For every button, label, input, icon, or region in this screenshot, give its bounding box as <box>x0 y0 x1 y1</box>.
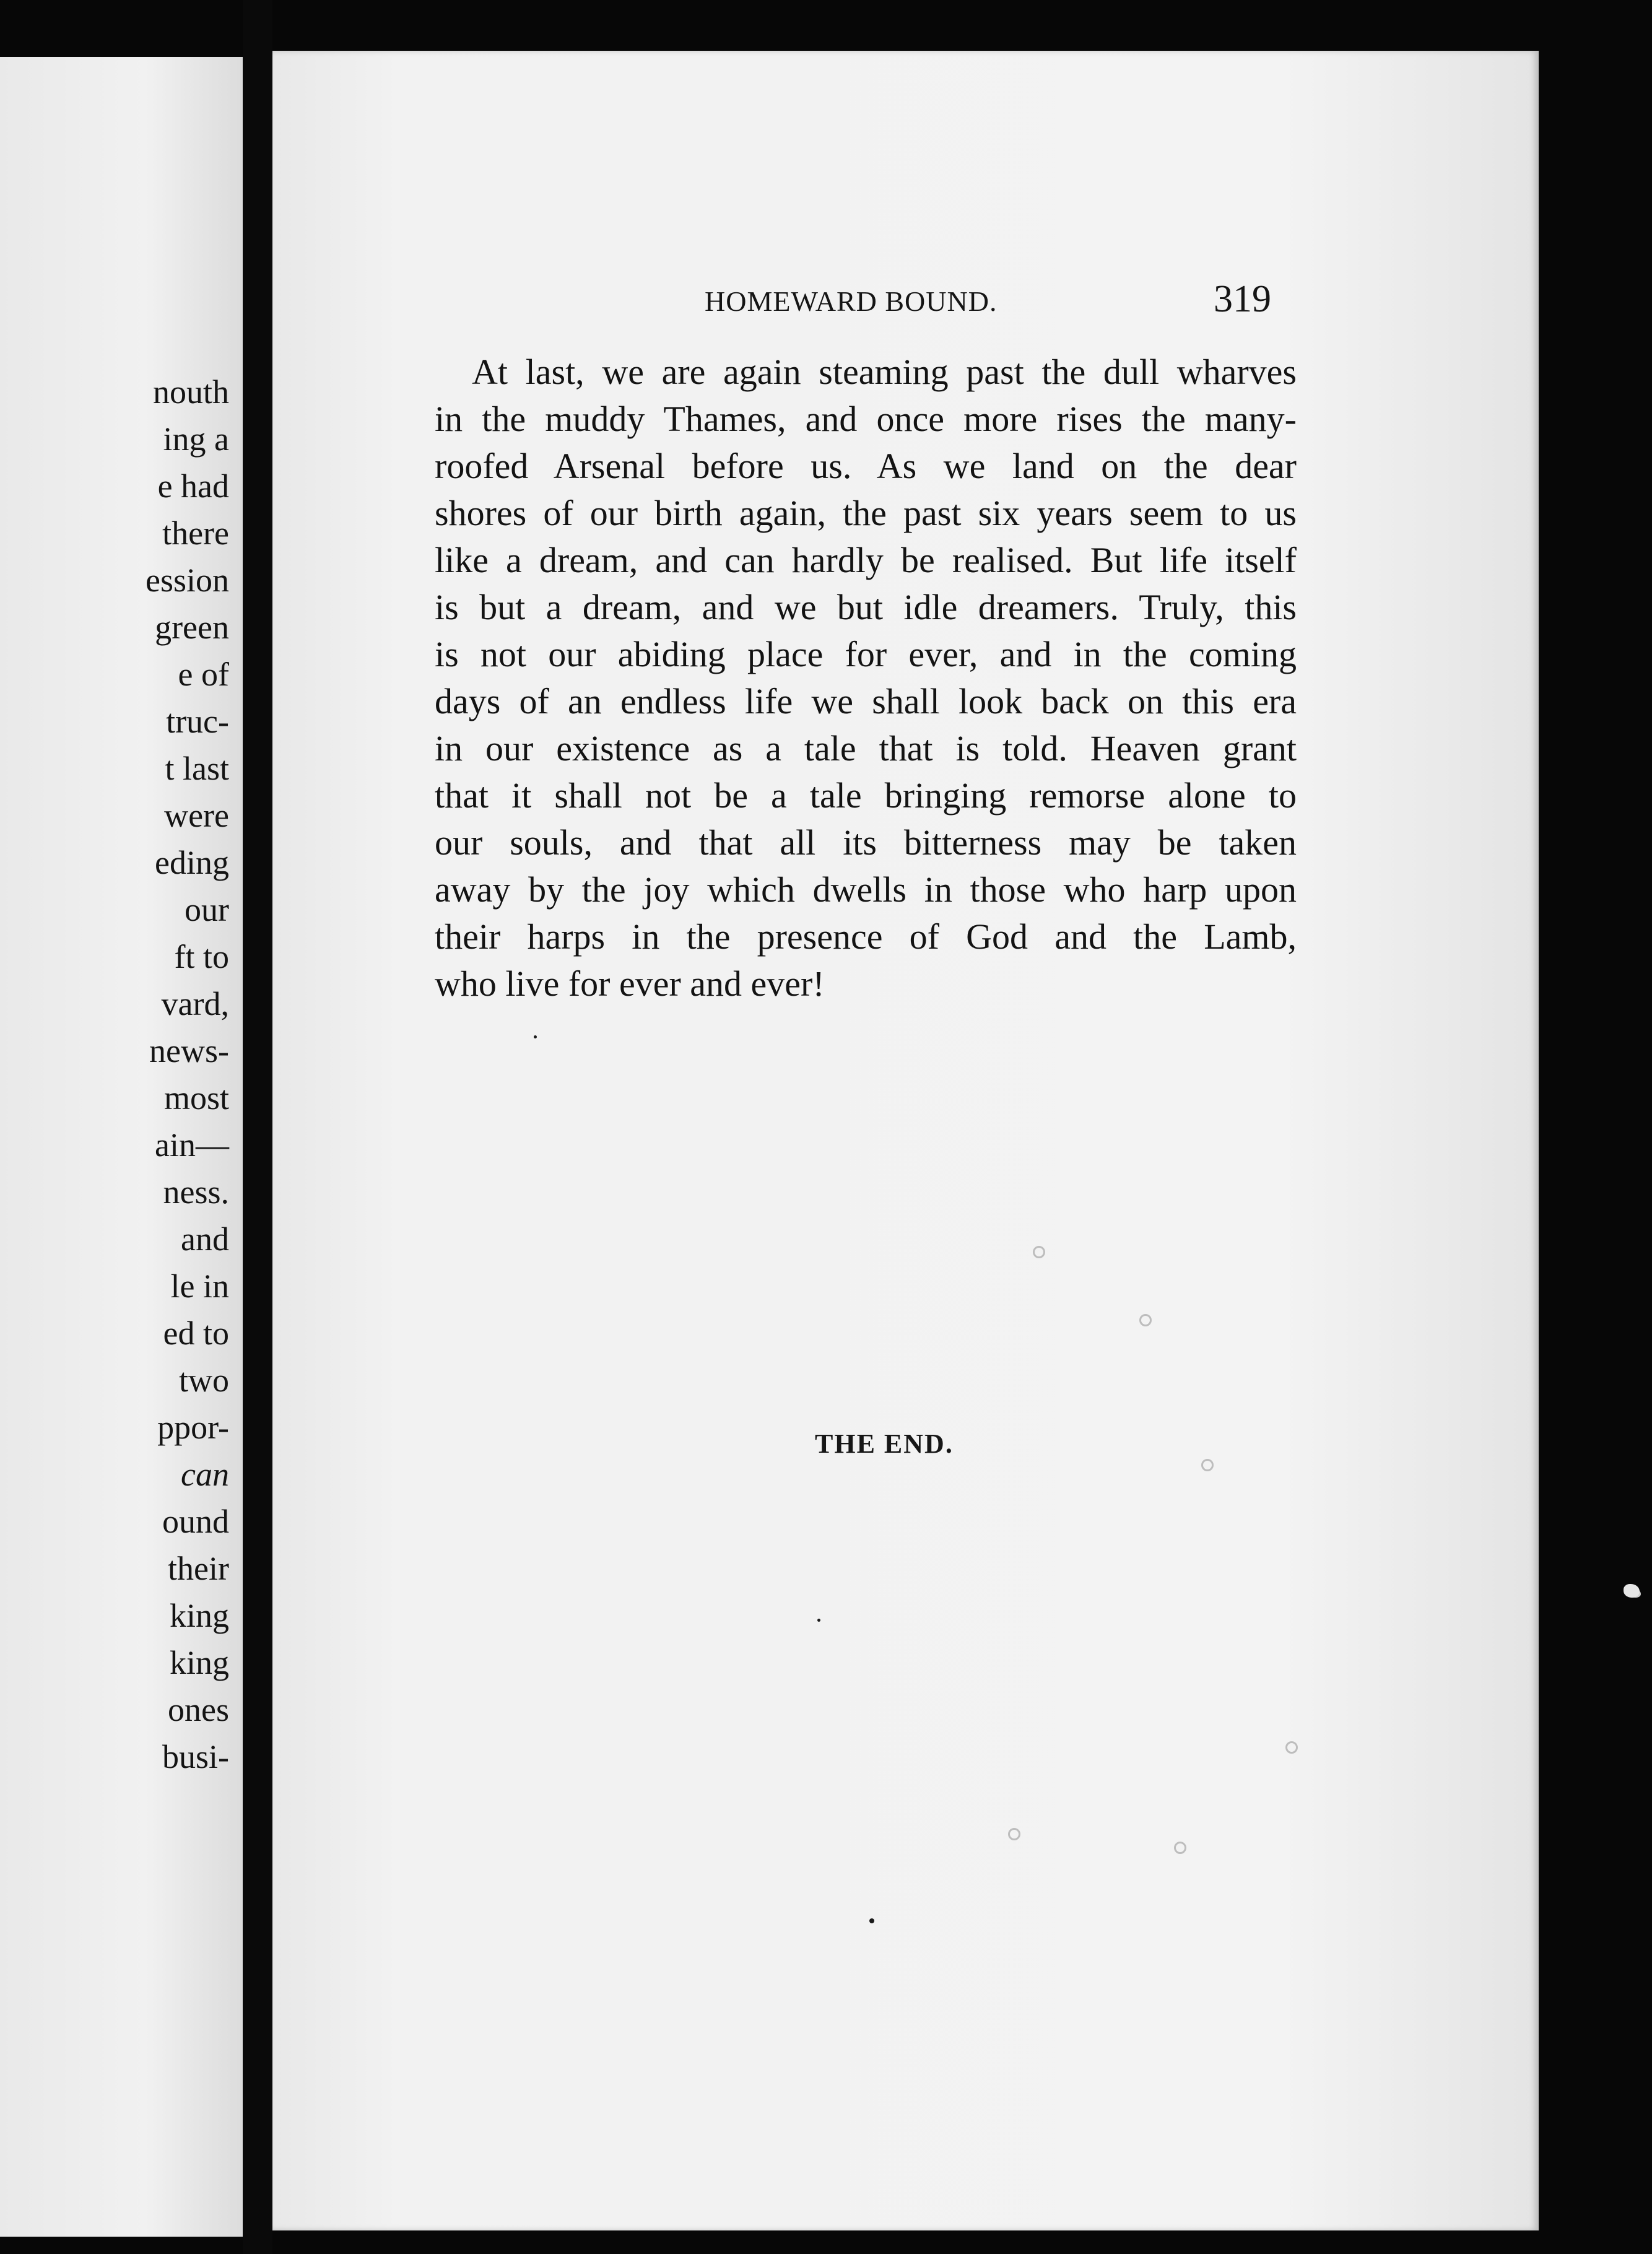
page-edge-mark <box>1624 1584 1640 1598</box>
fragment-line: there <box>162 515 229 552</box>
paragraph-line: At last, we are again steaming past the dull wharves <box>472 352 1297 392</box>
running-head: HOMEWARD BOUND. <box>705 285 998 317</box>
paper-speck <box>1033 1246 1045 1258</box>
fragment-line: le in <box>170 1268 229 1305</box>
paragraph-line: that it shall not be a tale bringing remorse alone to <box>435 775 1297 816</box>
paragraph-line: their harps in the presence of God and the Lamb, <box>435 916 1297 957</box>
fragment-line: ness. <box>163 1173 229 1211</box>
fragment-line: ing a <box>163 420 229 458</box>
fragment-line: king <box>169 1644 229 1681</box>
paragraph-line: is but a dream, and we but idle dreamers. Truly, this <box>435 587 1297 627</box>
fragment-line: our <box>185 891 229 928</box>
fragment-line: nouth <box>152 373 229 411</box>
fragment-line: were <box>164 797 229 834</box>
paragraph-line: is not our abiding place for ever, and in the coming <box>435 634 1297 674</box>
paper-speck <box>1201 1459 1214 1471</box>
fragment-line: e had <box>157 468 229 505</box>
fragment-line: ones <box>168 1691 229 1728</box>
fragment-line: truc- <box>166 703 229 740</box>
paragraph-line: in our existence as a tale that is told. Heaven grant <box>435 728 1297 768</box>
previous-page-fragment <box>0 57 243 2237</box>
paragraph-line: like a dream, and can hardly be realised. But life itself <box>435 540 1297 580</box>
fragment-line: most <box>163 1079 229 1116</box>
fragment-line: ain— <box>155 1126 229 1164</box>
paper-speck <box>1174 1842 1186 1854</box>
the-end-heading: THE END. <box>815 1429 954 1459</box>
paragraph-line: roofed Arsenal before us. As we land on the dear <box>435 446 1297 486</box>
paragraph-line: days of an endless life we shall look back on this era <box>435 681 1297 721</box>
paragraph-line: away by the joy which dwells in those who harp upon <box>435 869 1297 910</box>
paper-speck <box>1139 1314 1152 1326</box>
fragment-line: can <box>181 1456 229 1493</box>
ink-dot <box>869 1918 874 1923</box>
fragment-line: t last <box>165 750 229 787</box>
fragment-line: king <box>169 1597 229 1634</box>
ink-dot <box>534 1035 537 1038</box>
fragment-line: e of <box>178 656 229 693</box>
paragraph-line: in the muddy Thames, and once more rises the many- <box>435 399 1297 439</box>
fragment-line: busi- <box>162 1738 229 1775</box>
fragment-line: green <box>155 609 229 646</box>
book-gutter <box>243 0 272 2254</box>
paragraph-line: our souls, and that all its bitterness may be taken <box>435 822 1297 863</box>
paper-speck <box>1008 1828 1020 1840</box>
fragment-line: vard, <box>161 985 229 1022</box>
paragraph-line: who live for ever and ever! <box>435 964 825 1004</box>
paper-speck <box>1285 1741 1298 1754</box>
fragment-line: and <box>181 1221 229 1258</box>
fragment-line: their <box>168 1550 229 1587</box>
fragment-line: eding <box>155 844 229 881</box>
fragment-line: ft to <box>174 938 229 975</box>
fragment-line: ed to <box>163 1315 229 1352</box>
fragment-line: ound <box>162 1503 229 1540</box>
ink-dot <box>817 1619 820 1622</box>
fragment-line: ppor- <box>157 1409 229 1446</box>
fragment-line: ession <box>146 562 229 599</box>
fragment-line: two <box>179 1362 229 1399</box>
page-number: 319 <box>1214 278 1271 320</box>
paragraph-line: shores of our birth again, the past six years seem to us <box>435 493 1297 533</box>
fragment-line: news- <box>149 1032 229 1069</box>
